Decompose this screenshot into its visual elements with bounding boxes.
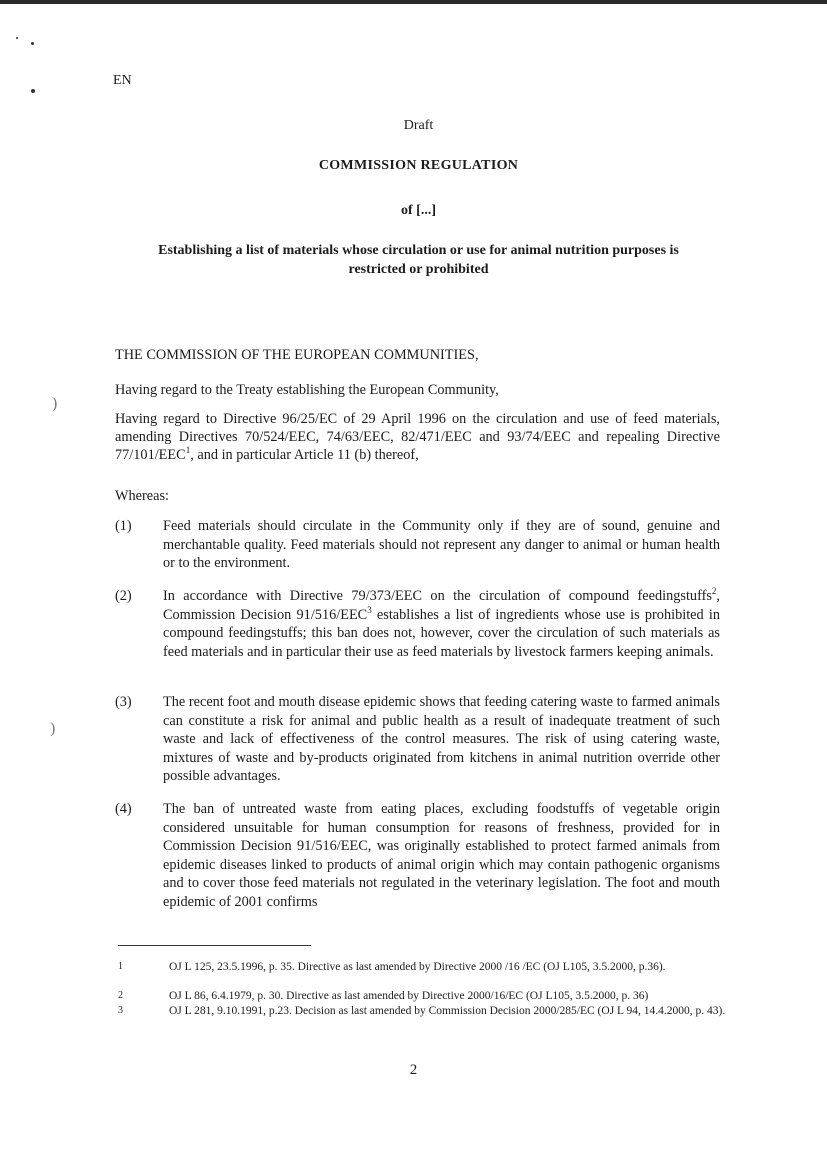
footnote-separator — [118, 945, 311, 946]
recital-text: Feed materials should circulate in the Community only if they are of sound, genuine and merchantable quality. Feed materials should not represent any danger to animal or human health or to the environment. — [163, 518, 720, 571]
language-code: EN — [113, 73, 132, 88]
scan-margin-mark: ) — [52, 395, 58, 412]
subject-line-2: restricted or prohibited — [348, 262, 489, 277]
issuer-citation: THE COMMISSION OF THE EUROPEAN COMMUNITIES, — [115, 347, 479, 363]
scan-speck — [31, 42, 34, 45]
document-type-heading: COMMISSION REGULATION — [318, 158, 519, 173]
footnote-ref: 1 — [185, 445, 191, 456]
footnote-text: OJ L 86, 6.4.1979, p. 30. Directive as last amended by Directive 2000/16/EC (OJ L105, 3.5.2000, p. 36) — [169, 990, 649, 1002]
scan-speck — [31, 89, 35, 93]
scan-speck — [16, 37, 18, 39]
page-number: 2 — [409, 1062, 418, 1078]
scan-margin-mark: ) — [50, 720, 56, 737]
recital-text: The recent foot and mouth disease epidemic shows that feeding catering waste to farmed animals can constitute a risk for animal and public health as a result of inadequate treatment of such waste and lack of effectiveness of the control measures. The risk of using catering waste, mixtures of waste and by-products originated from kitchens in animal nutrition override other possible advantages. — [163, 694, 720, 784]
recital-text-part: , Commission Decision 91/516/EEC — [163, 588, 720, 623]
draft-label: Draft — [403, 118, 434, 133]
subject-line-1: Establishing a list of materials whose circulation or use for animal nutrition purposes is — [158, 243, 679, 258]
document-date: of [...] — [401, 203, 436, 218]
recital-number: (4) — [115, 801, 132, 817]
footnote-text: OJ L 125, 23.5.1996, p. 35. Directive as last amended by Directive 2000 /16 /EC (OJ L105, 3.5.2000, p.36). — [169, 961, 666, 973]
recital-text-part: establishes a list of ingredients whose use is prohibited in compound feedingstuffs; this ban does not, however, cover the circulation of such materials as feed materials and in particular their use as feed materials by livestock farmers keeping animals. — [163, 606, 720, 660]
footnote-mark: 1 — [118, 961, 123, 972]
footnote-ref: 3 — [367, 604, 372, 615]
recital-number: (3) — [115, 694, 132, 710]
recital-number: (2) — [115, 588, 132, 604]
footnote-mark: 3 — [118, 1005, 123, 1016]
recital-text-part: In accordance with Directive 79/373/EEC on the circulation of compound feedingstuffs — [163, 588, 712, 604]
directive-citation-text: Having regard to Directive 96/25/EC of 29 April 1996 on the circulation and use of feed materials, amending Directives 70/524/EEC, 74/63/EEC, 82/471/EEC and 93/74/EEC and repealing Directive 77/101/EEC — [115, 411, 720, 463]
footnote-mark: 2 — [118, 990, 123, 1001]
recital-text: The ban of untreated waste from eating places, excluding foodstuffs of vegetable origin considered unsuitable for human consumption for reasons of freshness, provided for in Commission Decision 91/516/EEC, was originally established to protect farmed animals from epidemic diseases linked to products of animal origin which may contain pathogenic organisms and to cover those feed materials not regulated in the veterinary legislation. The foot and mouth epidemic of 2001 confirms — [163, 801, 720, 910]
treaty-citation: Having regard to the Treaty establishing the European Community, — [115, 382, 499, 398]
footnote-text: OJ L 281, 9.10.1991, p.23. Decision as last amended by Commission Decision 2000/285/EC (OJ L 94, 14.4.2000, p. 43). — [169, 1005, 726, 1017]
directive-citation-tail: , and in particular Article 11 (b) thereof, — [190, 447, 419, 463]
whereas-label: Whereas: — [115, 488, 169, 504]
directive-citation — [115, 410, 720, 464]
recital-number: (1) — [115, 518, 132, 534]
footnote-ref: 2 — [711, 586, 717, 597]
recital-text — [163, 587, 720, 661]
document-subject — [5, 241, 827, 279]
scan-top-edge — [0, 0, 827, 4]
